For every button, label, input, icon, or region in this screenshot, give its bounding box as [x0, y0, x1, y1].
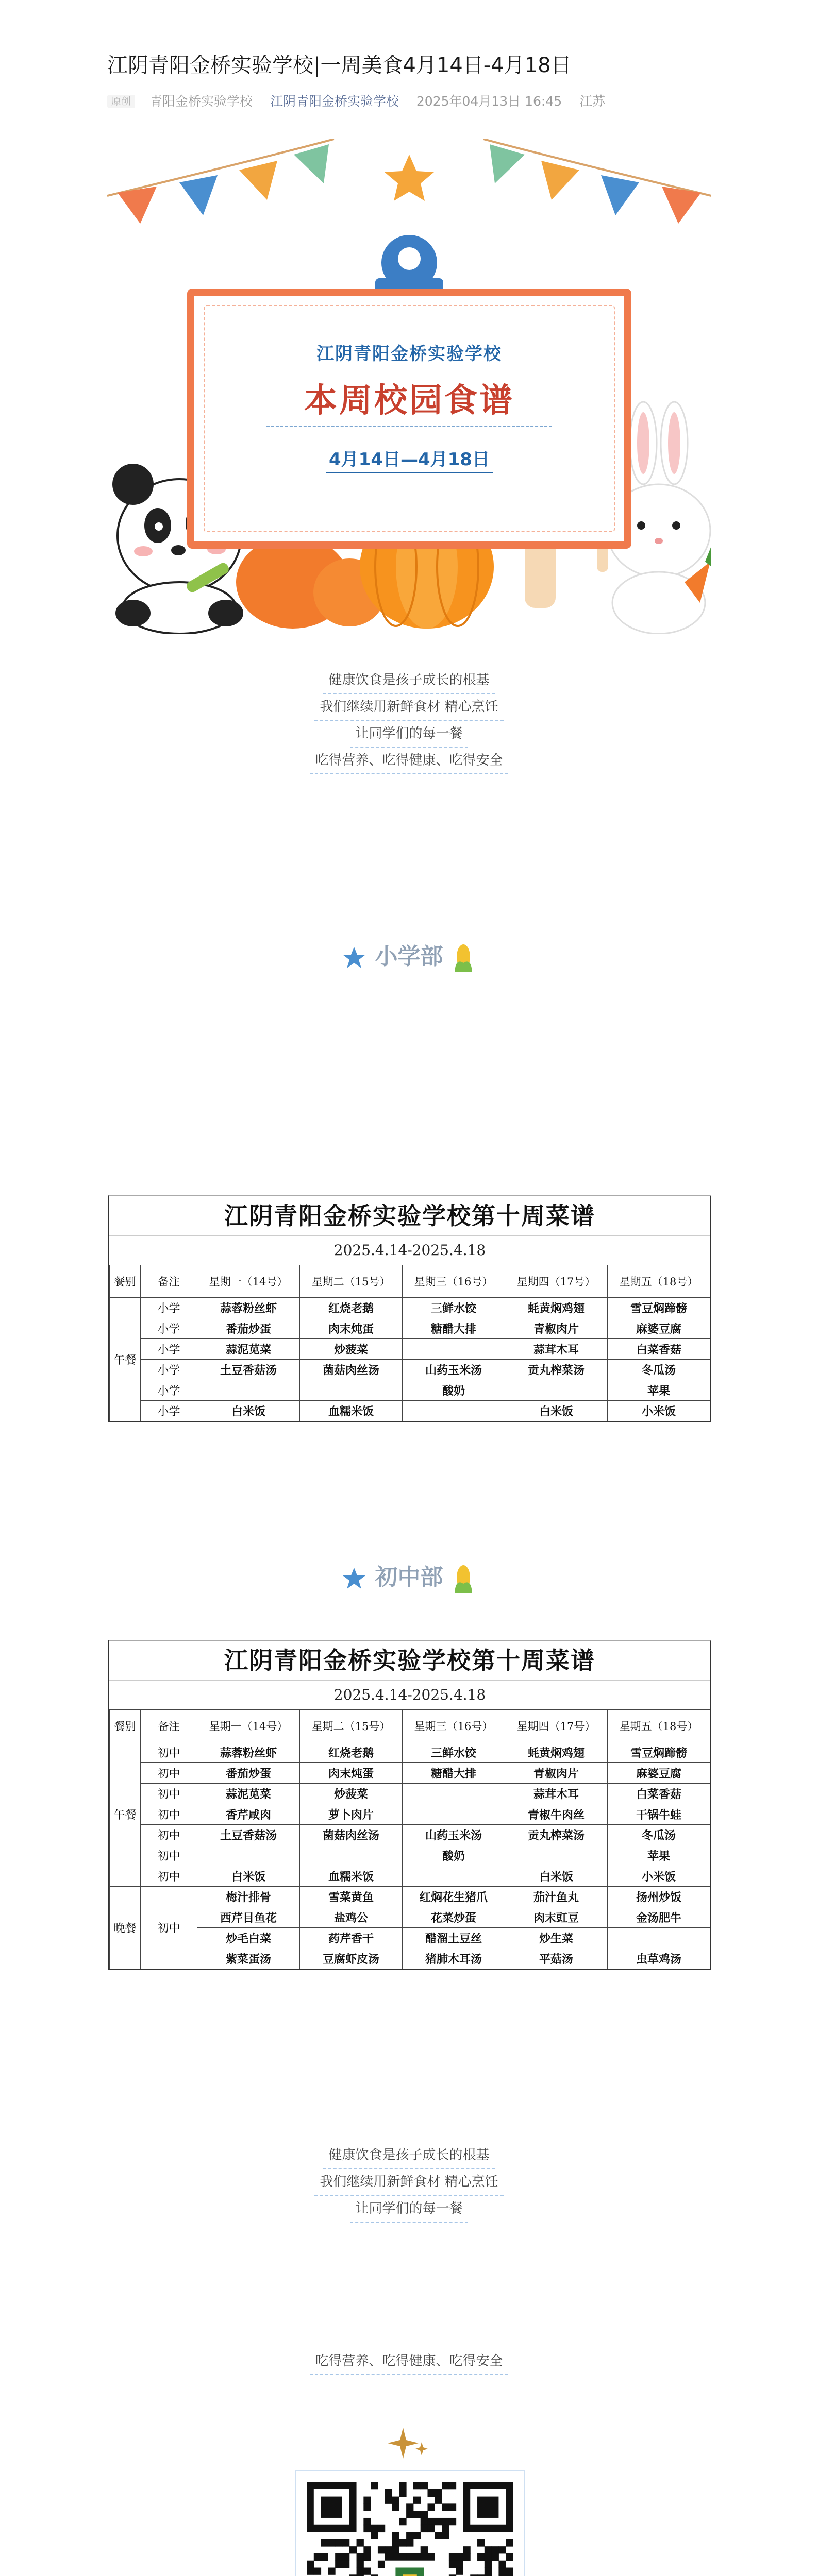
table-header-row	[110, 1710, 710, 1742]
bunting-flag	[118, 187, 157, 224]
table-header-cell: 星期二（15号）	[300, 1265, 403, 1298]
table-row: 初中 番茄炒蛋 肉末炖蛋 糖醋大排 青椒肉片 麻婆豆腐	[110, 1763, 710, 1784]
table-header-cell: 餐别	[110, 1265, 141, 1298]
table-header-cell: 餐别	[110, 1710, 141, 1742]
slogan-line: 我们继续用新鲜食材 精心烹饪	[0, 2170, 818, 2196]
article-meta	[107, 93, 715, 110]
sparkle-icon	[388, 2428, 429, 2459]
menu-poster	[107, 139, 711, 634]
corn-icon	[450, 942, 476, 973]
corn-icon	[450, 1563, 476, 1594]
slogan-line: 健康饮食是孩子成长的根基	[0, 668, 818, 694]
author-name: 青阳金桥实验学校	[149, 94, 253, 109]
menu-table-middle	[108, 1640, 711, 1970]
meal-type-cell: 午餐	[110, 1298, 141, 1421]
bunting-flag	[541, 161, 579, 200]
meal-type-cell: 晚餐	[110, 1887, 141, 1969]
table-row: 小学 酸奶 苹果	[110, 1380, 710, 1401]
table-header-cell: 星期四（17号）	[505, 1265, 608, 1298]
menu-table-primary	[108, 1195, 711, 1422]
slogan-line: 吃得营养、吃得健康、吃得安全	[0, 749, 818, 774]
slogan-line: 让同学们的每一餐	[0, 2197, 818, 2223]
article-title: 江阴青阳金桥实验学校|一周美食4月14日-4月18日	[107, 54, 572, 77]
publish-datetime: 2025年04月13日 16:45	[416, 94, 562, 109]
poster-date-range: 4月14日—4月18日	[194, 445, 624, 470]
table-row: 初中 蒜泥苋菜 炒菠菜 蒜茸木耳 白菜香菇	[110, 1784, 710, 1804]
table-header-cell: 星期二（15号）	[300, 1710, 403, 1742]
table-row: 初中 白米饭 血糯米饭 白米饭 小米饭	[110, 1866, 710, 1887]
table-row: 紫菜蛋汤 豆腐虾皮汤 猪肺木耳汤 平菇汤 虫草鸡汤	[110, 1948, 710, 1969]
slogan-line: 让同学们的每一餐	[0, 722, 818, 748]
table-header-cell: 星期五（18号）	[608, 1265, 710, 1298]
poster-school-name: 江阴青阳金桥实验学校	[316, 344, 502, 364]
star-icon	[385, 155, 434, 201]
table-row: 小学 土豆香菇汤 菌菇肉丝汤 山药玉米汤 贡丸榨菜汤 冬瓜汤	[110, 1360, 710, 1380]
slogan-line: 我们继续用新鲜食材 精心烹饪	[0, 695, 818, 721]
table-header-cell: 星期四（17号）	[505, 1710, 608, 1742]
table-header-cell: 星期一（14号）	[197, 1265, 300, 1298]
bunting-flag	[179, 175, 218, 215]
poster-board	[187, 289, 631, 549]
menu-date: 2025.4.14-2025.4.18	[109, 1235, 710, 1265]
menu-date: 2025.4.14-2025.4.18	[109, 1680, 710, 1709]
qr-code	[295, 2470, 525, 2576]
table-row: 初中 酸奶 苹果	[110, 1845, 710, 1866]
table-header-cell: 星期三（16号）	[403, 1710, 505, 1742]
poster-title: 本周校园食谱	[304, 382, 514, 420]
table-header-cell: 备注	[141, 1710, 197, 1742]
table-row: 晚餐 初中 梅汁排骨 雪菜黄鱼 红焖花生猪爪 茄汁鱼丸 扬州炒饭	[110, 1887, 710, 1907]
bunting-flag	[601, 175, 639, 215]
original-badge: 原创	[107, 95, 135, 108]
table-row: 西芹目鱼花 盐鸡公 花菜炒蛋 肉末豇豆 金汤肥牛	[110, 1907, 710, 1928]
publish-location: 江苏	[579, 94, 606, 109]
table-row: 炒毛白菜 药芹香干 醋溜土豆丝 炒生菜	[110, 1928, 710, 1948]
table-row: 初中 香芹咸肉 萝卜肉片 青椒牛肉丝 干锅牛蛙	[110, 1804, 710, 1825]
table-row: 午餐 初中 蒜蓉粉丝虾 红烧老鹅 三鲜水饺 蚝黄焖鸡翅 雪豆焖蹄髈	[110, 1742, 710, 1763]
table-row: 初中 土豆香菇汤 菌菇肉丝汤 山药玉米汤 贡丸榨菜汤 冬瓜汤	[110, 1825, 710, 1845]
menu-title: 江阴青阳金桥实验学校第十周菜谱	[224, 1647, 595, 1674]
slogan-line: 吃得营养、吃得健康、吃得安全	[0, 2349, 818, 2375]
section-heading-middle: 初中部	[0, 1558, 818, 1594]
slogan-line: 健康饮食是孩子成长的根基	[0, 2143, 818, 2169]
qr-code-image	[307, 2482, 513, 2576]
meal-type-cell: 午餐	[110, 1742, 141, 1887]
section-heading-primary: 小学部	[0, 938, 818, 973]
menu-title: 江阴青阳金桥实验学校第十周菜谱	[224, 1202, 595, 1230]
account-link[interactable]: 江阴青阳金桥实验学校	[270, 94, 399, 109]
bunting-flag	[239, 161, 277, 200]
table-header-cell: 星期三（16号）	[403, 1265, 505, 1298]
bunting-flag	[662, 187, 701, 224]
table-row: 午餐 小学 蒜蓉粉丝虾 红烧老鹅 三鲜水饺 蚝黄焖鸡翅 雪豆焖蹄髈	[110, 1298, 710, 1318]
bunting-flag	[490, 144, 525, 183]
table-row: 小学 番茄炒蛋 肉末炖蛋 糖醋大排 青椒肉片 麻婆豆腐	[110, 1318, 710, 1339]
table-header-cell: 星期一（14号）	[197, 1710, 300, 1742]
star-icon	[342, 946, 366, 970]
table-header-cell: 备注	[141, 1265, 197, 1298]
table-row: 小学 蒜泥苋菜 炒菠菜 蒜茸木耳 白菜香菇	[110, 1339, 710, 1360]
table-header-cell: 星期五（18号）	[608, 1710, 710, 1742]
table-header-row	[110, 1265, 710, 1298]
table-row: 小学 白米饭 血糯米饭 白米饭 小米饭	[110, 1401, 710, 1421]
star-icon	[342, 1567, 366, 1590]
bunting-flag	[294, 144, 329, 183]
